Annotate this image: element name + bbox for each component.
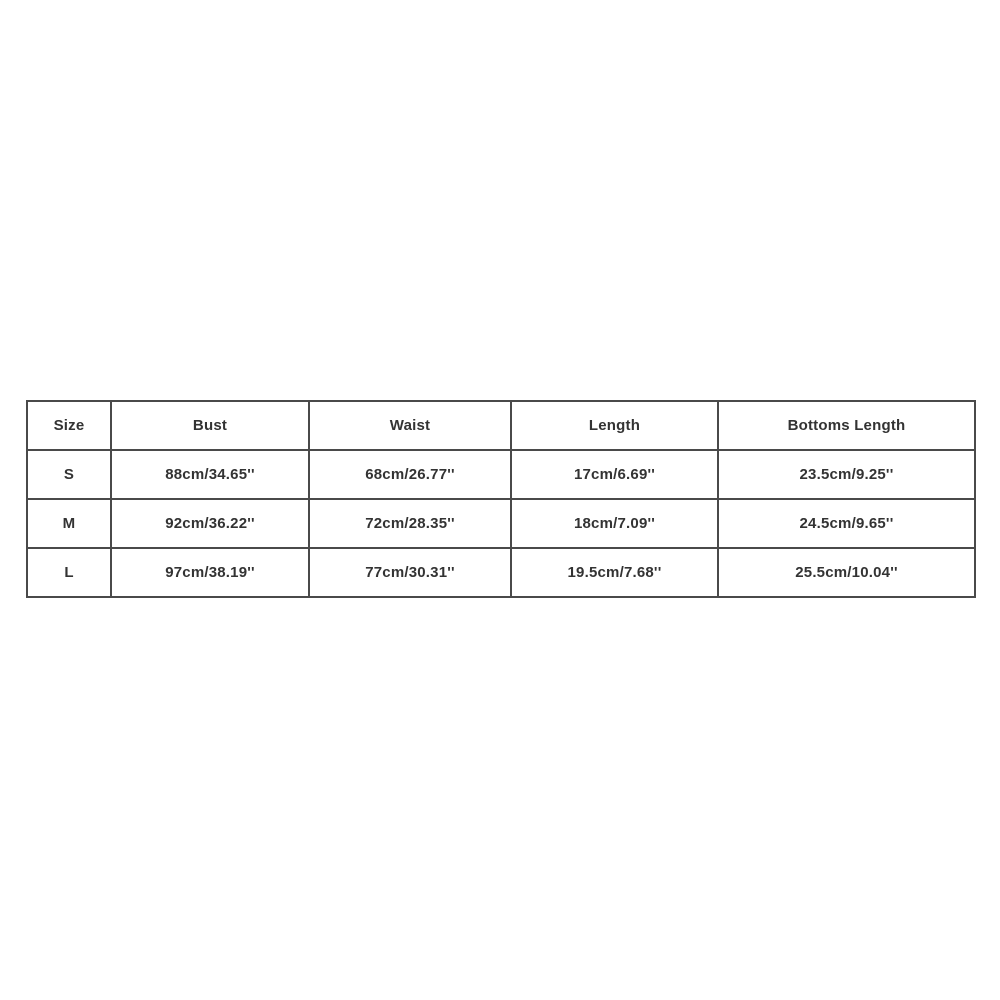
length-measurement: 18cm/7.09'' [511,499,718,548]
header-row [27,401,975,450]
length-measurement: 17cm/6.69'' [511,450,718,499]
table-row-size-m [27,499,975,548]
column-header-bottoms-length: Bottoms Length [718,401,975,450]
waist-measurement: 72cm/28.35'' [309,499,511,548]
column-header-size: Size [27,401,111,450]
column-header-bust: Bust [111,401,309,450]
bust-measurement: 88cm/34.65'' [111,450,309,499]
bust-measurement: 97cm/38.19'' [111,548,309,597]
column-header-length: Length [511,401,718,450]
table-row-size-l [27,548,975,597]
bust-measurement: 92cm/36.22'' [111,499,309,548]
waist-measurement: 77cm/30.31'' [309,548,511,597]
column-header-waist: Waist [309,401,511,450]
length-measurement: 19.5cm/7.68'' [511,548,718,597]
table-row-size-s [27,450,975,499]
size-label: L [27,548,111,597]
size-chart-table [26,400,976,598]
size-label: S [27,450,111,499]
waist-measurement: 68cm/26.77'' [309,450,511,499]
bottoms-length-measurement: 24.5cm/9.65'' [718,499,975,548]
bottoms-length-measurement: 25.5cm/10.04'' [718,548,975,597]
size-label: M [27,499,111,548]
bottoms-length-measurement: 23.5cm/9.25'' [718,450,975,499]
